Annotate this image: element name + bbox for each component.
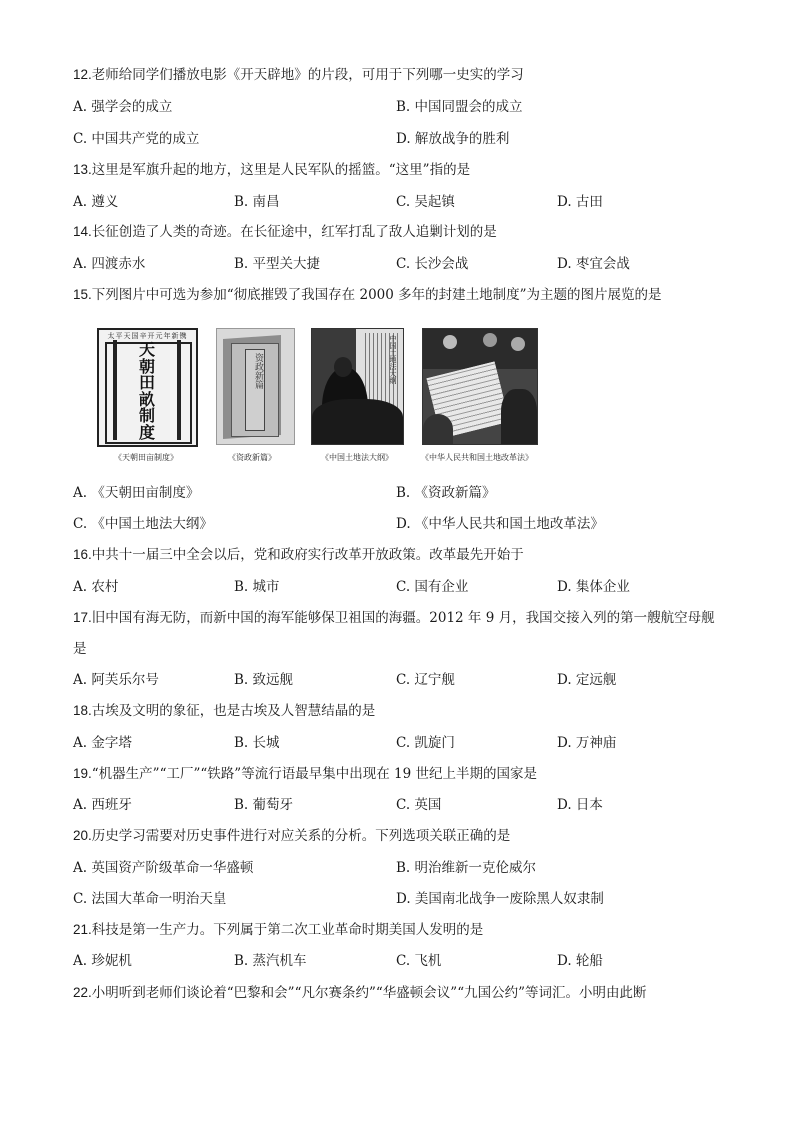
question-13-stem: 13.这里是军旗升起的地方，这里是人民军队的摇篮。“这里”指的是: [73, 162, 471, 178]
question-14-option-d: D. 枣宜会战: [557, 256, 630, 272]
question-19-stem: 19.“机器生产”“工厂”“铁路”等流行语最早集中出现在 19 世纪上半期的国家是: [73, 766, 537, 782]
question-18-option-c: C. 凯旋门: [396, 735, 455, 751]
picture-1-char-4: 畝: [138, 389, 155, 409]
question-21-option-a: A. 珍妮机: [73, 953, 132, 969]
question-17-option-a: A. 阿芙乐尔号: [73, 672, 159, 688]
question-14-option-a: A. 四渡赤水: [73, 256, 146, 272]
question-13-option-b: B. 南昌: [234, 194, 280, 210]
question-22-stem: 22.小明听到老师们谈论着“巴黎和会”“凡尔赛条约”“华盛顿会议”“九国公约”等词汇。小明由此断: [73, 985, 647, 1001]
picture-tudifa-dagang: [311, 328, 404, 445]
question-16-option-c: C. 国有企业: [396, 579, 469, 595]
question-16-option-d: D. 集体企业: [557, 579, 630, 595]
question-15-option-b: B. 《资政新篇》: [396, 485, 496, 501]
question-16-option-a: A. 农村: [73, 579, 119, 595]
picture-1-char-2: 朝: [138, 356, 155, 376]
picture-caption-2: 《资政新篇》: [228, 453, 276, 462]
question-15-option-a: A. 《天朝田亩制度》: [73, 485, 200, 501]
question-14-option-c: C. 长沙会战: [396, 256, 469, 272]
question-21-option-b: B. 蒸汽机车: [234, 953, 307, 969]
picture-1-char-3: 田: [138, 373, 155, 392]
question-21-stem: 21.科技是第一生产力。下列属于第二次工业革命时期美国人发明的是: [73, 922, 484, 938]
question-15-stem: 15.下列图片中可选为参加“彻底摧毁了我国存在 2000 多年的封建土地制度”为主题的图片展览的是: [73, 287, 662, 303]
question-19-option-a: A. 西班牙: [73, 797, 132, 813]
picture-caption-3: 《中国土地法大纲》: [321, 453, 393, 462]
picture-caption-4: 《中华人民共和国土地改革法》: [421, 453, 533, 462]
question-12-option-b: B. 中国同盟会的成立: [396, 99, 523, 115]
question-19-option-c: C. 英国: [396, 797, 442, 813]
question-19-option-b: B. 葡萄牙: [234, 797, 294, 813]
question-18-option-d: D. 万神庙: [557, 735, 617, 751]
question-20-option-d: D. 美国南北战争一废除黑人奴隶制: [396, 891, 604, 907]
question-20-option-a: A. 英国资产阶级革命一华盛顿: [73, 860, 254, 876]
picture-3-title: 中国土地法大纲: [389, 335, 397, 384]
question-12-option-a: A. 强学会的成立: [73, 99, 173, 115]
question-21-option-c: C. 飞机: [396, 953, 442, 969]
question-18-stem: 18.古埃及文明的象征，也是古埃及人智慧结晶的是: [73, 703, 376, 719]
picture-1-char-6: 度: [138, 422, 155, 442]
picture-caption-1: 《天朝田亩制度》: [114, 453, 178, 462]
question-21-option-d: D. 轮船: [557, 953, 603, 969]
question-17-option-b: B. 致远舰: [234, 672, 294, 688]
question-20-stem: 20.历史学习需要对历史事件进行对应关系的分析。下列选项关联正确的是: [73, 828, 511, 844]
picture-tudi-gaige-fa: [422, 328, 538, 445]
question-12-option-d: D. 解放战争的胜利: [396, 131, 510, 147]
question-20-option-c: C. 法国大革命一明治天皇: [73, 891, 227, 907]
question-12-option-c: C. 中国共产党的成立: [73, 131, 200, 147]
question-17-option-c: C. 辽宁舰: [396, 672, 455, 688]
question-13-option-d: D. 古田: [557, 194, 603, 210]
question-13-option-c: C. 吴起镇: [396, 194, 455, 210]
question-18-option-a: A. 金字塔: [73, 735, 132, 751]
picture-tianchao-tianmu: [97, 328, 198, 447]
question-17-stem-cont: 是: [73, 641, 87, 657]
picture-zizheng-xinpian: [216, 328, 295, 445]
picture-1-banner: 太平天国辛开元年新镌: [107, 332, 188, 340]
question-14-stem: 14.长征创造了人类的奇迹。在长征途中，红军打乱了敌人追剿计划的是: [73, 224, 497, 240]
question-20-option-b: B. 明治维新一克伦威尔: [396, 860, 537, 876]
question-12-stem: 12.老师给同学们播放电影《开天辟地》的片段，可用于下列哪一史实的学习: [73, 67, 524, 83]
question-19-option-d: D. 日本: [557, 797, 603, 813]
question-14-option-b: B. 平型关大捷: [234, 256, 321, 272]
picture-1-char-5: 制: [138, 406, 155, 425]
question-17-option-d: D. 定远舰: [557, 672, 617, 688]
question-17-stem: 17.旧中国有海无防，而新中国的海军能够保卫祖国的海疆。2012 年 9 月，我国交接入列的第一艘航空母舰: [73, 610, 715, 626]
question-15-option-d: D. 《中华人民共和国土地改革法》: [396, 516, 604, 532]
question-16-stem: 16.中共十一届三中全会以后，党和政府实行改革开放政策。改革最先开始于: [73, 547, 524, 563]
question-13-option-a: A. 遵义: [73, 194, 119, 210]
question-18-option-b: B. 长城: [234, 735, 280, 751]
question-15-option-c: C. 《中国土地法大纲》: [73, 516, 213, 532]
picture-1-char-1: 天: [138, 340, 155, 359]
picture-2-title: 资政新篇: [253, 353, 263, 389]
question-16-option-b: B. 城市: [234, 579, 280, 595]
